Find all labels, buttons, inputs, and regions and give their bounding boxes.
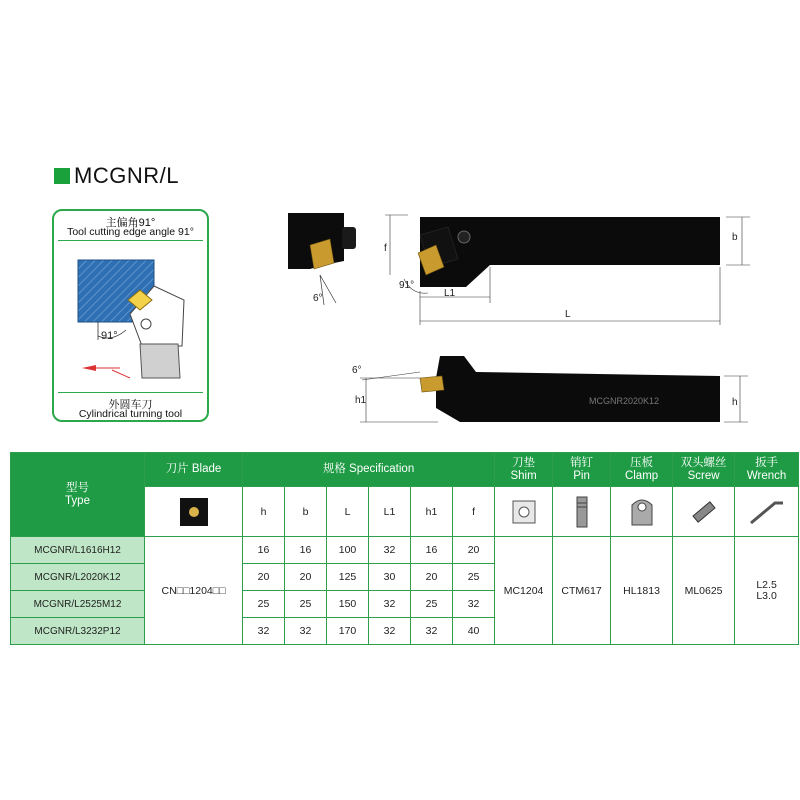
spec-col-b: b — [285, 487, 327, 537]
row2-h: 20 — [243, 564, 285, 591]
header-screw-en: Screw — [687, 469, 720, 482]
header-screw — [673, 453, 735, 487]
row1-L: 100 — [327, 537, 369, 564]
dim-h1-label: h1 — [355, 395, 367, 406]
dim-91-label: 91° — [399, 280, 415, 291]
spec-col-h1: h1 — [411, 487, 453, 537]
row4-h: 32 — [243, 618, 285, 645]
pin-icon — [567, 495, 597, 529]
panel-tool-en: Cylindrical turning tool — [78, 408, 183, 420]
header-pin-en: Pin — [573, 469, 590, 482]
dim-L-label: L — [565, 309, 571, 320]
header-wrench-cn: 扳手 — [755, 456, 779, 469]
holder-body — [420, 217, 720, 287]
pin-icon-cell — [553, 487, 611, 537]
row2-f: 25 — [453, 564, 495, 591]
dim-f-label: f — [384, 243, 387, 254]
dim-b-label: b — [732, 232, 738, 243]
wrench-value-2: L3.0 — [756, 589, 777, 602]
screw-icon — [687, 495, 721, 529]
row4-L: 170 — [327, 618, 369, 645]
row3-f: 32 — [453, 591, 495, 618]
top-view-drawing — [280, 205, 750, 335]
shim-icon-cell — [495, 487, 553, 537]
header-blade: 刀片 Blade — [145, 453, 243, 487]
dim-h-label: h — [732, 397, 738, 408]
side-holder-body — [436, 356, 720, 422]
row4-L1: 32 — [369, 618, 411, 645]
shank-engraving: MCGNR2020K12 — [589, 396, 660, 406]
header-shim — [495, 453, 553, 487]
header-pin-cn: 销钉 — [570, 456, 594, 469]
panel-angle-en: Tool cutting edge angle 91° — [67, 226, 194, 238]
spec-col-L1: L1 — [369, 487, 411, 537]
row3-L: 150 — [327, 591, 369, 618]
header-clamp-en: Clamp — [624, 469, 659, 482]
row2-h1: 20 — [411, 564, 453, 591]
row4-b: 32 — [285, 618, 327, 645]
header-wrench — [735, 453, 799, 487]
title-square-marker — [54, 168, 70, 184]
panel-tool-cn: 外圆车刀 — [108, 399, 153, 411]
side-view-drawing — [340, 350, 750, 430]
header-pin — [553, 453, 611, 487]
pin-value: CTM617 — [553, 537, 611, 645]
insert-blade-icon — [176, 494, 212, 530]
row4-f: 40 — [453, 618, 495, 645]
screw-icon-cell — [673, 487, 735, 537]
spec-col-h: h — [243, 487, 285, 537]
shim-value: MC1204 — [495, 537, 553, 645]
row1-L1: 32 — [369, 537, 411, 564]
tool-shank — [140, 344, 180, 378]
header-clamp — [611, 453, 673, 487]
feed-direction-arrow — [112, 370, 130, 378]
model-cell: MCGNR/L2020K12 — [11, 564, 145, 591]
header-screw-cn: 双头螺丝 — [680, 456, 727, 469]
clamp-value: HL1813 — [611, 537, 673, 645]
header-specification: 规格 Specification — [243, 453, 495, 487]
model-cell: MCGNR/L3232P12 — [11, 618, 145, 645]
header-type — [11, 453, 145, 537]
header-type-en: Type — [65, 494, 90, 507]
row3-b: 25 — [285, 591, 327, 618]
row1-h: 16 — [243, 537, 285, 564]
side-6-label: 6° — [352, 365, 362, 376]
shim-icon — [509, 497, 539, 527]
spec-col-f: f — [453, 487, 495, 537]
row1-f: 20 — [453, 537, 495, 564]
row4-h1: 32 — [411, 618, 453, 645]
panel-angle-cn: 主偏角91° — [105, 217, 156, 229]
header-wrench-en: Wrench — [746, 469, 787, 482]
clamp-icon-cell — [611, 487, 673, 537]
clamp-screw-icon — [141, 319, 151, 329]
row2-b: 20 — [285, 564, 327, 591]
row1-b: 16 — [285, 537, 327, 564]
screw-value: ML0625 — [673, 537, 735, 645]
side-insert — [420, 376, 444, 392]
row2-L: 125 — [327, 564, 369, 591]
dim-L1-label: L1 — [444, 288, 456, 299]
model-cell: MCGNR/L1616H12 — [11, 537, 145, 564]
blade-value: CN□□1204□□ — [145, 537, 243, 645]
row3-L1: 32 — [369, 591, 411, 618]
panel-divider-top — [58, 240, 203, 241]
wrench-value-1: L2.5 — [756, 578, 777, 591]
spec-table — [10, 452, 799, 645]
wrench-icon-cell — [735, 487, 799, 537]
spec-col-L: L — [327, 487, 369, 537]
wrench-icon — [747, 495, 787, 529]
panel-divider-bottom — [58, 392, 203, 393]
turning-diagram — [60, 244, 202, 390]
header-shim-en: Shim — [510, 469, 537, 482]
blade-icon-cell — [145, 487, 243, 537]
clamp-icon — [626, 495, 658, 529]
model-cell: MCGNR/L2525M12 — [11, 591, 145, 618]
detail-6-label: 6° — [313, 293, 323, 304]
panel-angle-label: 91° — [101, 330, 118, 342]
header-type-cn: 型号 — [66, 481, 89, 494]
row3-h1: 25 — [411, 591, 453, 618]
wrench-value — [735, 537, 799, 645]
header-shim-cn: 刀垫 — [512, 456, 536, 469]
header-clamp-cn: 压板 — [630, 456, 654, 469]
page-title: MCGNR/L — [74, 163, 179, 188]
row1-h1: 16 — [411, 537, 453, 564]
row3-h: 25 — [243, 591, 285, 618]
row2-L1: 30 — [369, 564, 411, 591]
